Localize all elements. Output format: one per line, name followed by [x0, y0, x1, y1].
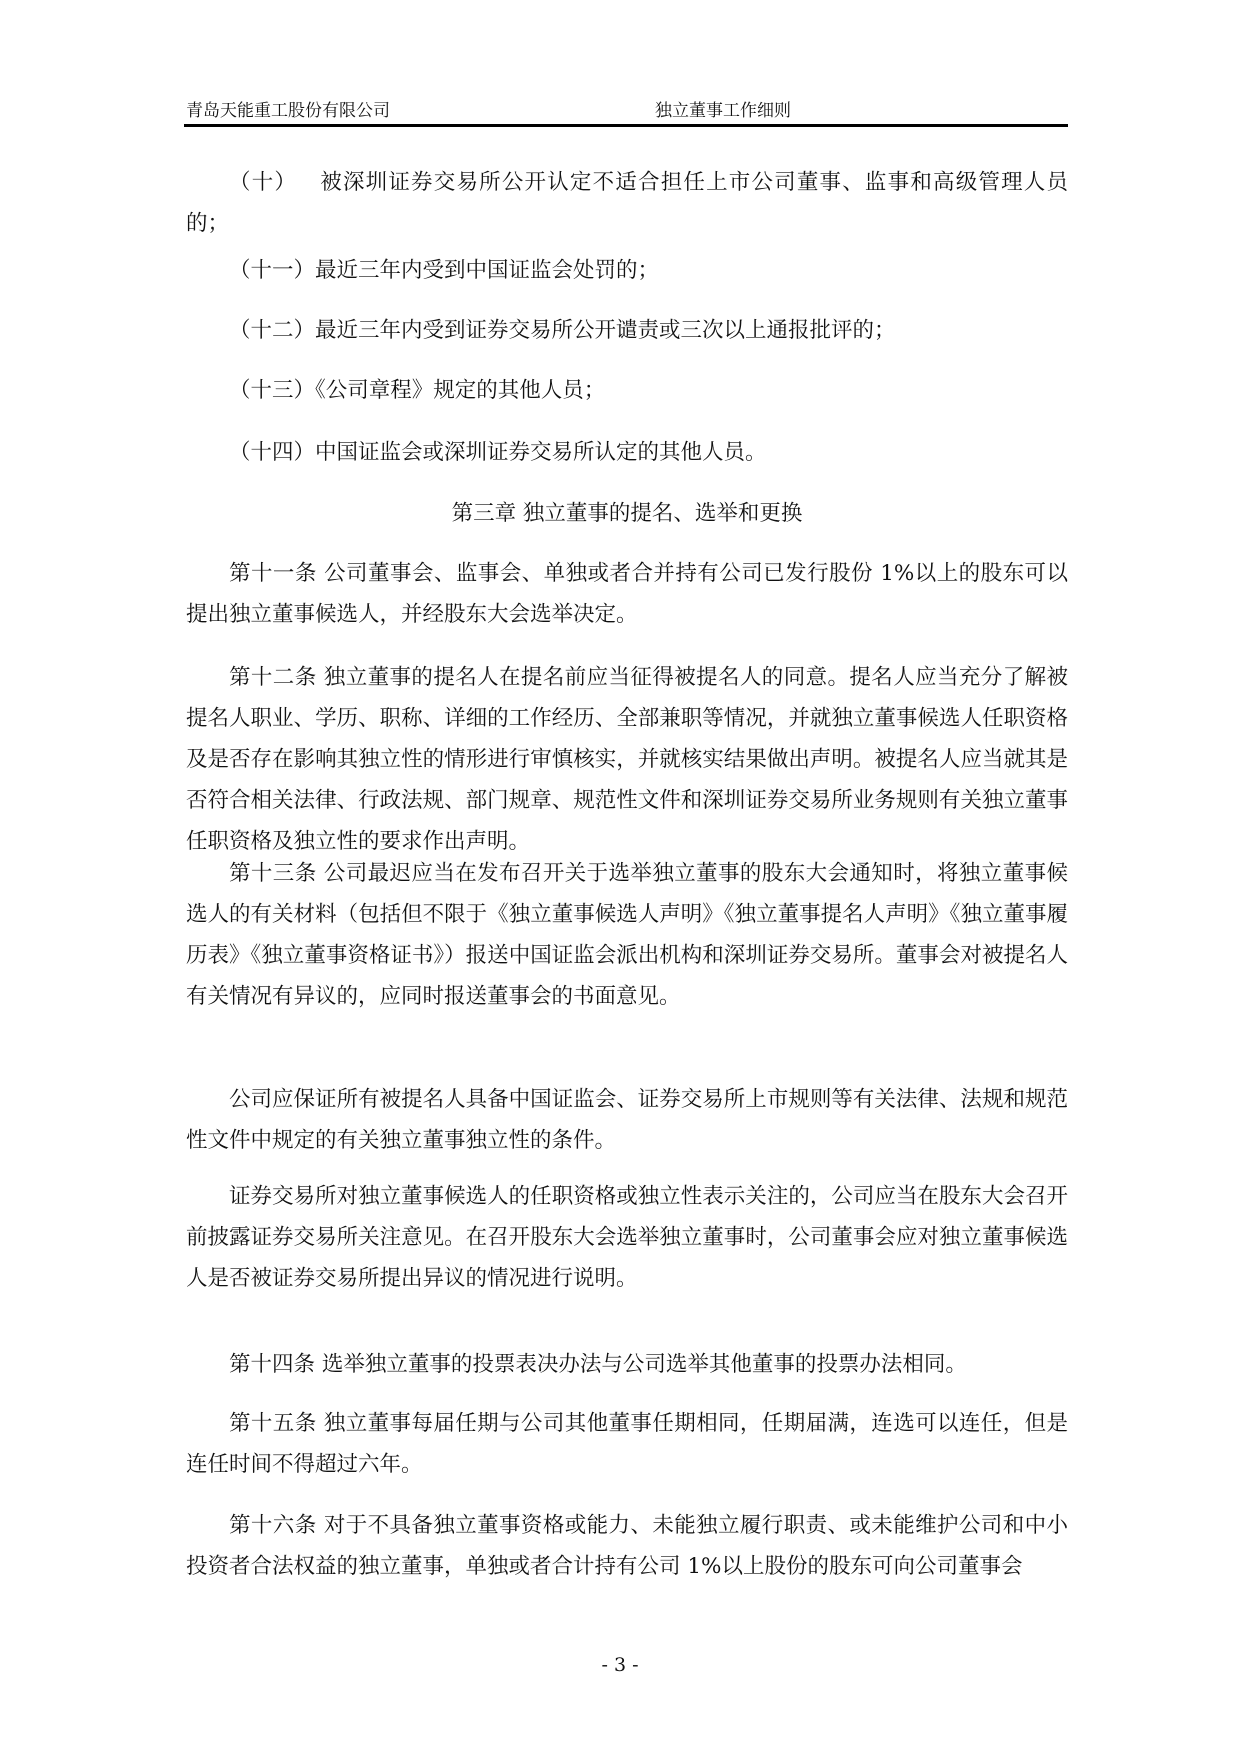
item-text: 中国证监会或深圳证券交易所认定的其他人员。 [315, 440, 767, 465]
item-label: （十二） [229, 318, 316, 343]
item-label: （十一） [229, 258, 316, 283]
list-item [186, 310, 1068, 351]
item-text: 最近三年内受到证券交易所公开谴责或三次以上通报批评的； [315, 318, 896, 343]
list-item [186, 250, 1068, 291]
list-item [186, 162, 1068, 244]
paragraph: 第十一条 公司董事会、监事会、单独或者合并持有公司已发行股份 1%以上的股东可以提出独立董事候选人，并经股东大会选举决定。 [186, 561, 1068, 627]
header-rule [184, 124, 1068, 127]
header-company: 青岛天能重工股份有限公司 [186, 101, 390, 121]
paragraph: 第十二条 独立董事的提名人在提名前应当征得被提名人的同意。提名人应当充分了解被提名人职业、学历、职称、详细的工作经历、全部兼职等情况，并就独立董事候选人任职资格及是否存在影响其独立性的情形进行审慎核实，并就核实结果做出声明。被提名人应当就其是否符合相关法律、行政法规、部门规章、规范性文件和深圳证券交易所业务规则有关独立董事任职资格及独立性的要求作出声明。 [186, 665, 1068, 854]
item-label: （十四） [229, 440, 316, 465]
item-text: 被深圳证券交易所公开认定不适合担任上市公司董事、监事和高级管理人员的； [186, 170, 1068, 236]
page-number: - 3 - [601, 1654, 639, 1676]
item-text: 《公司章程》规定的其他人员； [315, 378, 606, 403]
item-text: 最近三年内受到中国证监会处罚的； [315, 258, 660, 283]
paragraph: 公司应保证所有被提名人具备中国证监会、证券交易所上市规则等有关法律、法规和规范性文件中规定的有关独立董事独立性的条件。 [186, 1087, 1068, 1153]
paragraph: 第十五条 独立董事每届任期与公司其他董事任期相同，任期届满，连选可以连任，但是连任时间不得超过六年。 [186, 1411, 1068, 1477]
paragraph: 第十六条 对于不具备独立董事资格或能力、未能独立履行职责、或未能维护公司和中小投资者合法权益的独立董事，单独或者合计持有公司 1%以上股份的股东可向公司董事会 [186, 1513, 1068, 1579]
item-label: （十三） [229, 378, 316, 403]
list-item [186, 370, 1068, 411]
item-label: （十） [229, 170, 298, 195]
header-doc-title: 独立董事工作细则 [655, 101, 791, 121]
list-item [186, 432, 1068, 473]
paragraph: 证券交易所对独立董事候选人的任职资格或独立性表示关注的，公司应当在股东大会召开前披露证券交易所关注意见。在召开股东大会选举独立董事时，公司董事会应对独立董事候选人是否被证券交易所提出异议的情况进行说明。 [186, 1184, 1068, 1291]
paragraph: 第十三条 公司最迟应当在发布召开关于选举独立董事的股东大会通知时，将独立董事候选人的有关材料（包括但不限于《独立董事候选人声明》《独立董事提名人声明》《独立董事履历表》《独立董事资格证书》）报送中国证监会派出机构和深圳证券交易所。董事会对被提名人有关情况有异议的，应同时报送董事会的书面意见。 [186, 861, 1068, 1009]
paragraph: 第十四条 选举独立董事的投票表决办法与公司选举其他董事的投票办法相同。 [229, 1352, 967, 1377]
chapter-title: 第三章 独立董事的提名、选举和更换 [451, 501, 803, 526]
